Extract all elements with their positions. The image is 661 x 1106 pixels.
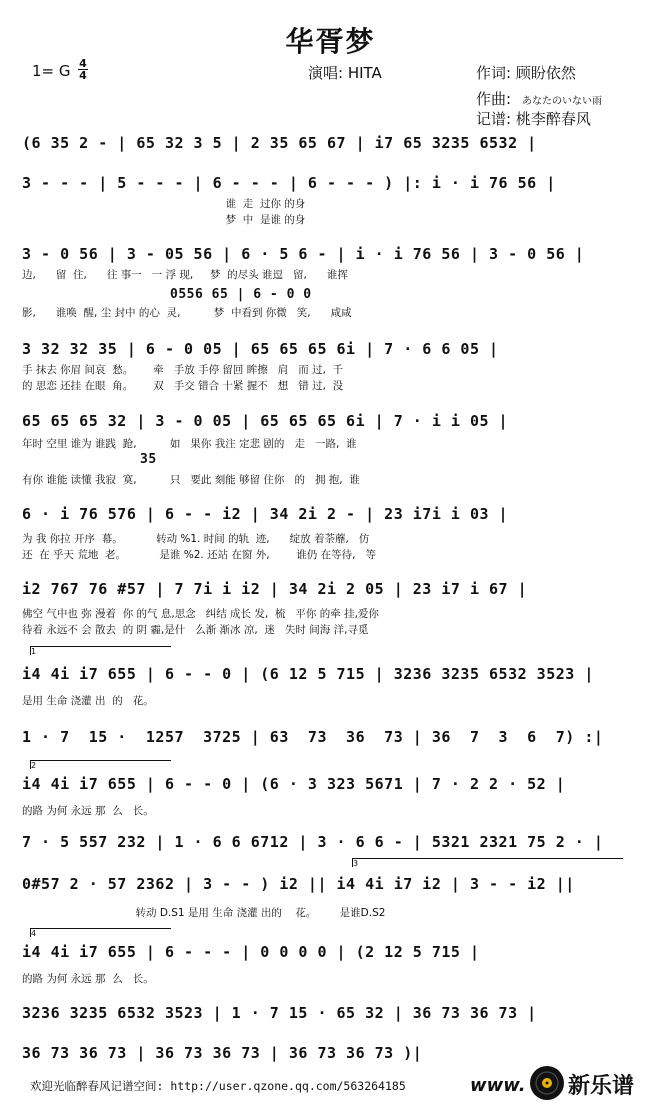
lyric-line-1: 年时 空里 谁为 谁践 跄, 如 果你 我注 定悲 剧的 走 一路, 谁	[22, 438, 357, 450]
watermark-www: www.	[470, 1075, 526, 1096]
lyric-line-2: 的 思恋 还挂 在眼 角。 双 手交 错合 十紧 握不 想 错 过, 没	[22, 380, 344, 392]
lyric-line-1: 边, 留 住, 往 事一 一 浮 现, 梦 的尽头 谁逗 留, 谁挥	[22, 269, 348, 281]
lyric-line-1: 是用 生命 浇灌 出 的 花。	[22, 695, 154, 707]
site-logo[interactable]	[528, 1064, 656, 1102]
lyric-line-2: 影, 谁唤 醒, 尘 封中 的心 灵, 梦 中看到 你微 笑, 咸咸	[22, 307, 352, 319]
time-bottom: 4	[79, 69, 87, 82]
singer: 演唱: HITA	[308, 64, 382, 82]
row-notes: 3 32 32 35 | 6 - 0 05 | 65 65 65 6i | 7 · 6 6 05 |	[22, 340, 499, 358]
lyric-line-1: 转动 D.S1 是用 生命 浇灌 出的 花。 是谁D.S2	[22, 907, 386, 919]
row-notes: 6 · i 76 576 | 6 - - i2 | 34 2i 2 - | 23 i7i i 03 |	[22, 505, 509, 523]
row-notes: 65 65 65 32 | 3 - 0 05 | 65 65 65 6i | 7 · i i 05 |	[22, 412, 509, 430]
lyric-line-2: 梦 中 是谁 的身	[22, 214, 306, 226]
lyric-line-2: 有你 谁能 读懂 我寂 寞, 只 要此 刻能 够留 住你 的 拥 抱, 谁	[22, 474, 360, 486]
row-notes: 0#57 2 · 57 2362 | 3 - - ) i2 || i4 4i i7 i2 | 3 - - i2 ||	[22, 875, 575, 893]
row-notes: i4 4i i7 655 | 6 - - 0 | (6 · 3 323 5671 | 7 · 2 2 · 52 |	[22, 775, 566, 793]
lyric-line-1: 谁 走 过你 的身	[22, 198, 306, 210]
row-notes: (6 35 2 - | 65 32 3 5 | 2 35 65 67 | i7 65 3235 6532 |	[22, 134, 537, 152]
ossia-notes: 35	[140, 452, 157, 467]
song-title: 华胥梦	[285, 25, 376, 58]
lyric-line-1: 佛空 气中也 弥 漫着 你 的气 息,思念 纠结 成长 发, 梳 平你 的牵 挂,爱你	[22, 608, 379, 620]
row-notes: 36 73 36 73 | 36 73 36 73 | 36 73 36 73 )|	[22, 1044, 423, 1062]
key-signature: 1= G	[32, 62, 71, 80]
row-notes: 3 - - - | 5 - - - | 6 - - - | 6 - - - ) |: i · i 76 56 |	[22, 174, 556, 192]
volta-bracket-1: 1	[30, 646, 171, 655]
composer-label: 作曲:	[476, 90, 512, 108]
volta-bracket-3: 3	[352, 858, 623, 867]
time-top: 4	[79, 57, 87, 70]
vinyl-disc-icon	[528, 1064, 566, 1102]
row-notes: 1 · 7 15 · 1257 3725 | 63 73 36 73 | 36 7 3 6 7) :|	[22, 728, 604, 746]
lyric-line-1: 的路 为何 永远 那 么 长。	[22, 805, 154, 817]
lyric-line-1: 手 抹去 你眉 间哀 愁。 牵 手放 手停 留回 眸擦 肩 而 过, 千	[22, 364, 344, 376]
lyric-line-2: 待着 永远不 会 散去 的 阴 霾,是什 么渐 渐冰 凉, 迷 失时 间海 洋,寻觅	[22, 624, 369, 636]
row-notes: 3236 3235 6532 3523 | 1 · 7 15 · 65 32 | 36 73 36 73 |	[22, 1004, 537, 1022]
time-signature	[78, 58, 88, 81]
volta-bracket-4: 4	[30, 928, 171, 937]
ossia-notes: 0556 65 | 6 - 0 0	[170, 287, 312, 302]
lyricist: 作词: 顾盼依然	[476, 64, 576, 82]
footer-credit: 欢迎光临醉春风记谱空间: http://user.qzone.qq.com/563264185	[30, 1079, 406, 1093]
row-notes: 3 - 0 56 | 3 - 05 56 | 6 · 5 6 - | i · i 76 56 | 3 - 0 56 |	[22, 245, 585, 263]
transcriber: 记谱: 桃李醉春风	[476, 110, 591, 128]
composer-name: あなたのいない雨	[522, 96, 602, 107]
logo-text: 新乐谱	[568, 1074, 635, 1099]
row-notes: 7 · 5 557 232 | 1 · 6 6 6712 | 3 · 6 6 - | 5321 2321 75 2 · |	[22, 833, 604, 851]
volta-bracket-2: 2	[30, 760, 171, 769]
lyric-line-2: 还 在 乎天 荒地 老。 是谁 %2. 还站 在窗 外, 谁仍 在等待, 等	[22, 549, 376, 561]
row-notes: i4 4i i7 655 | 6 - - 0 | (6 12 5 715 | 3236 3235 6532 3523 |	[22, 665, 594, 683]
lyric-line-1: 为 我 你拉 开序 幕。 转动 %1. 时间 的轨 迹, 绽放 着荼蘼, 仿	[22, 533, 370, 545]
lyric-line-1: 的路 为何 永远 那 么 长。	[22, 973, 154, 985]
row-notes: i2 767 76 #57 | 7 7i i i2 | 34 2i 2 05 | 23 i7 i 67 |	[22, 580, 528, 598]
row-notes: i4 4i i7 655 | 6 - - - | 0 0 0 0 | (2 12 5 715 |	[22, 943, 480, 961]
